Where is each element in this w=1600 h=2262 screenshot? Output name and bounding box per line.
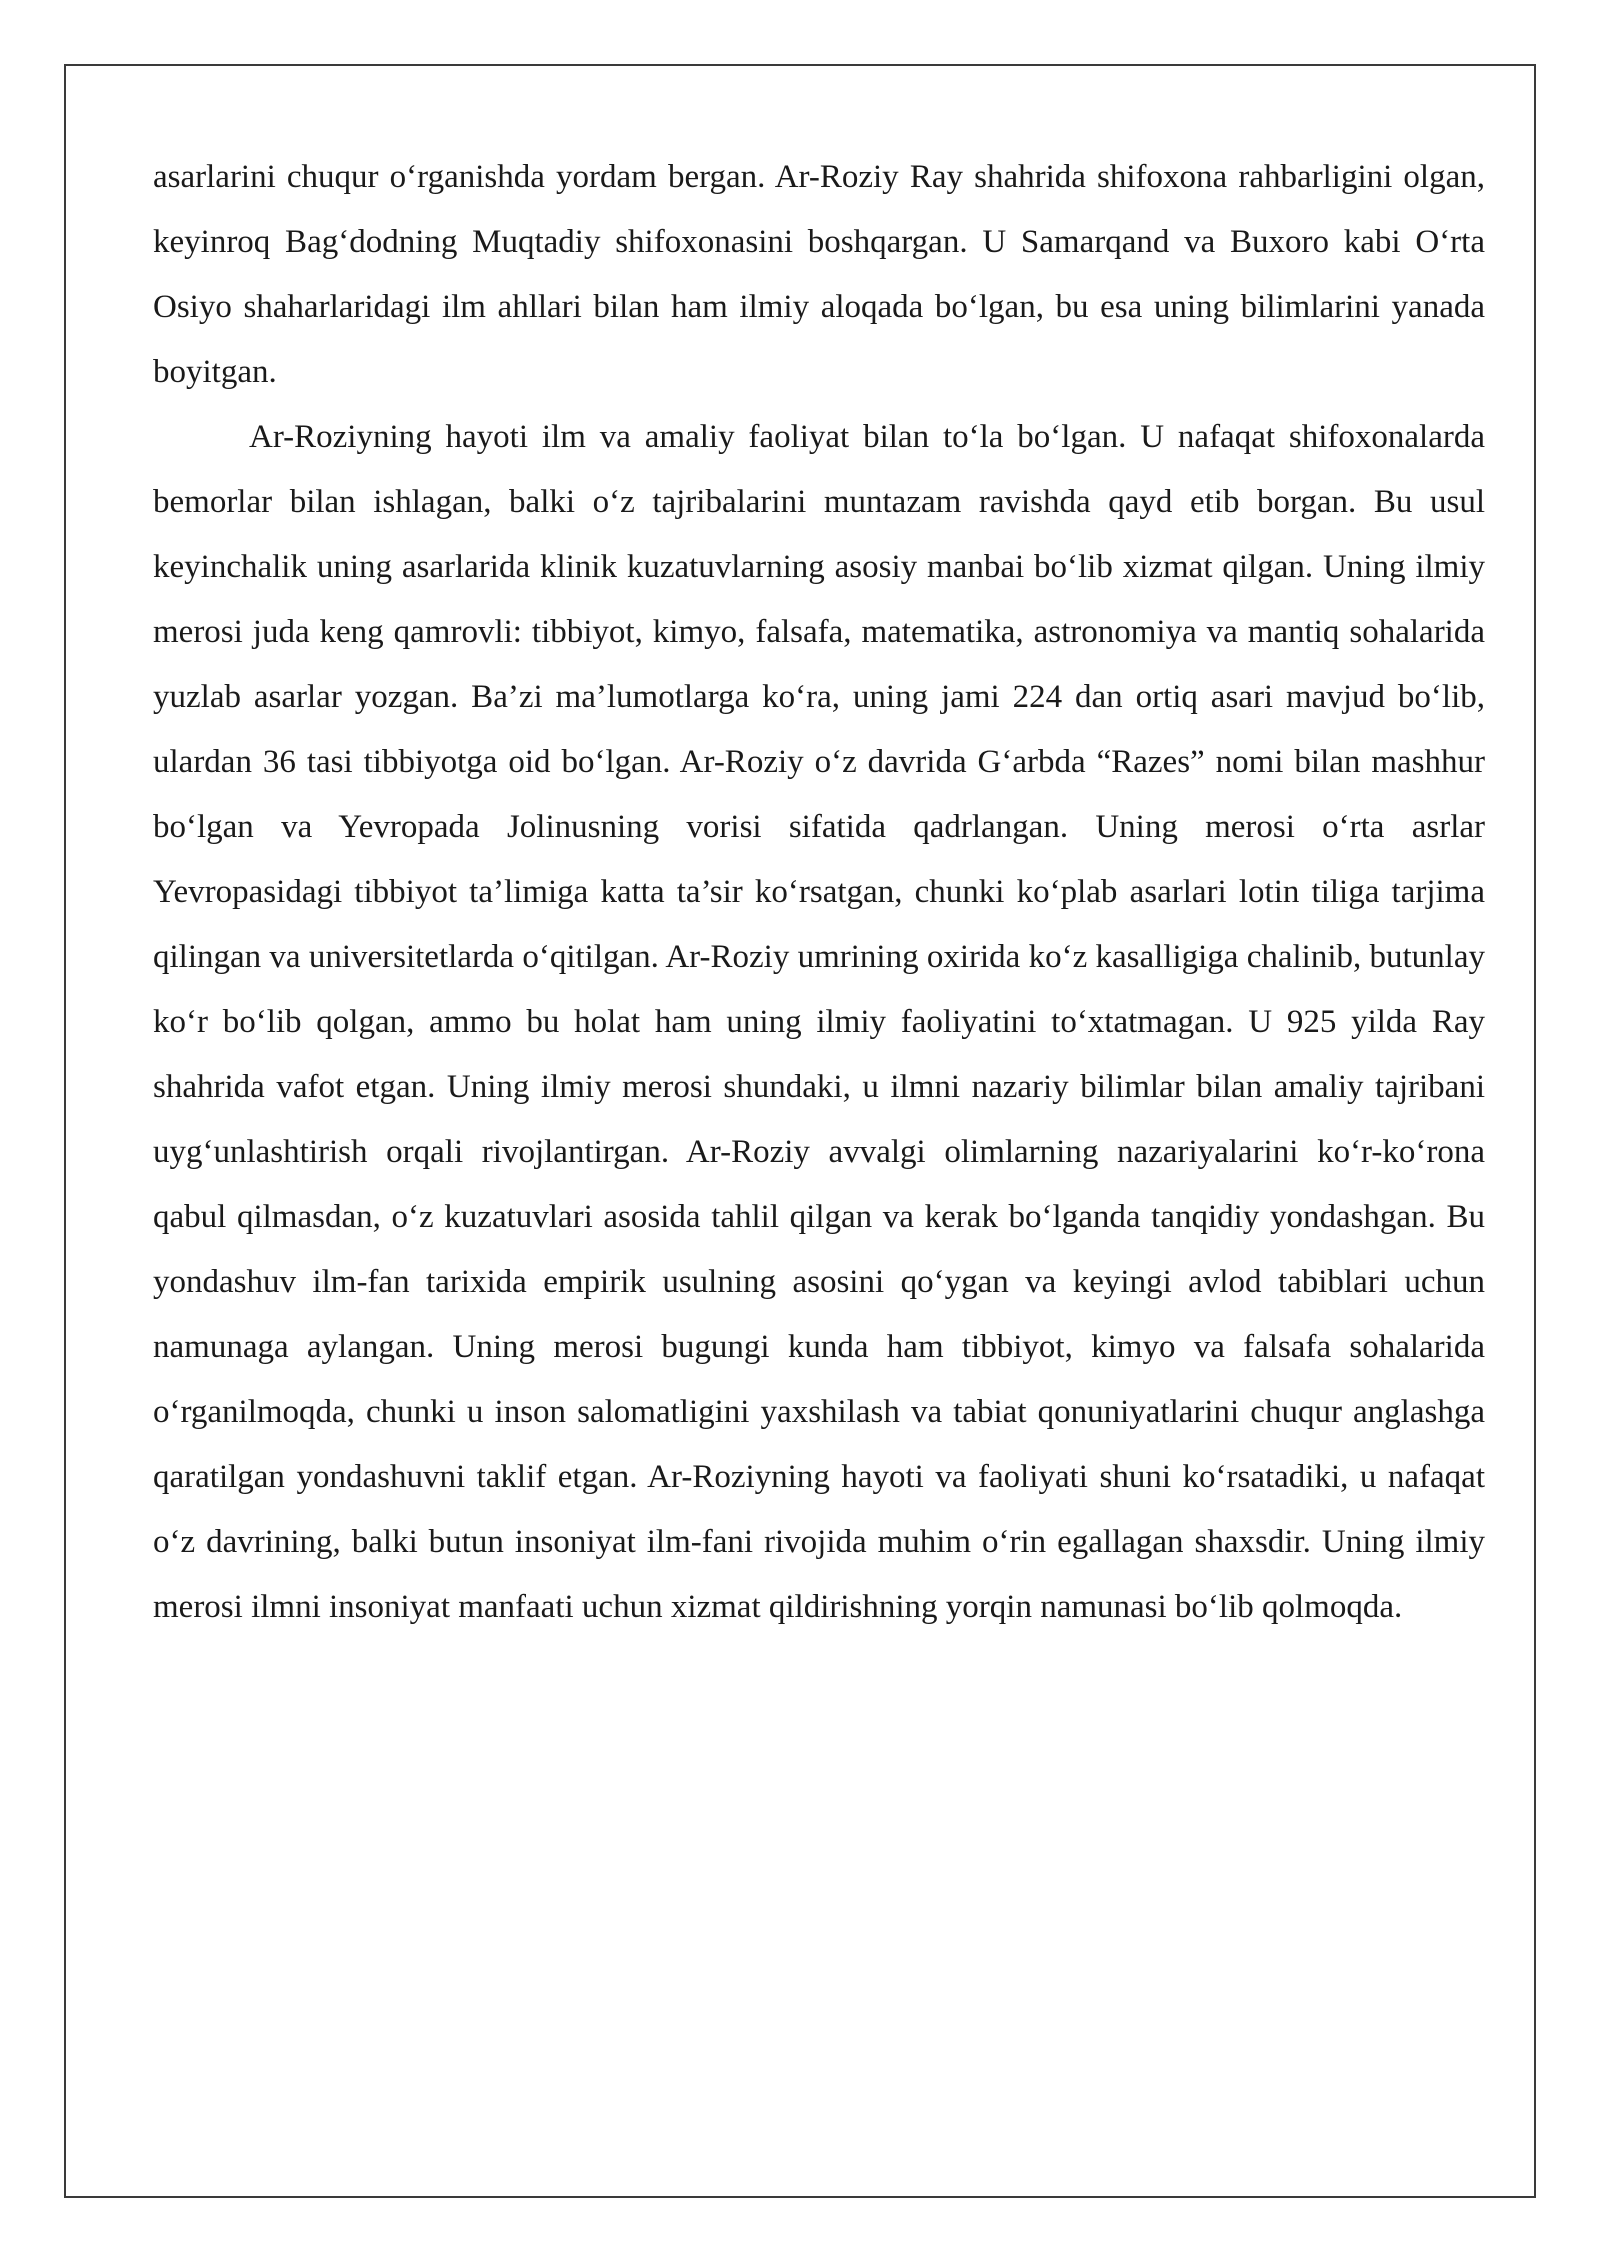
document-body bbox=[153, 145, 1485, 1640]
paragraph-ar-roziy-legacy: Ar-Roziyning hayoti ilm va amaliy faoliyat bilan to‘la bo‘lgan. U nafaqat shifoxonalarda bemorlar bilan ishlagan, balki o‘z tajribalarini muntazam ravishda qayd etib borgan. Bu usul keyinchalik uning asarlarida klinik kuzatuvlarning asosiy manbai bo‘lib xizmat qilgan. Uning ilmiy merosi juda keng qamrovli: tibbiyot, kimyo, falsafa, matematika, astronomiya va mantiq sohalarida yuzlab asarlar yozgan. Ba’zi ma’lumotlarga ko‘ra, uning jami 224 dan ortiq asari mavjud bo‘lib, ulardan 36 tasi tibbiyotga oid bo‘lgan. Ar-Roziy o‘z davrida G‘arbda “Razes” nomi bilan mashhur bo‘lgan va Yevropada Jolinusning vorisi sifatida qadrlangan. Uning merosi o‘rta asrlar Yevropasidagi tibbiyot ta’limiga katta ta’sir ko‘rsatgan, chunki ko‘plab asarlari lotin tiliga tarjima qilingan va universitetlarda o‘qitilgan. Ar-Roziy umrining oxirida ko‘z kasalligiga chalinib, butunlay ko‘r bo‘lib qolgan, ammo bu holat ham uning ilmiy faoliyatini to‘xtatmagan. U 925 yilda Ray shahrida vafot etgan. Uning ilmiy merosi shundaki, u ilmni nazariy bilimlar bilan amaliy tajribani uyg‘unlashtirish orqali rivojlantirgan. Ar-Roziy avvalgi olimlarning nazariyalarini ko‘r-ko‘rona qabul qilmasdan, o‘z kuzatuvlari asosida tahlil qilgan va kerak bo‘lganda tanqidiy yondashgan. Bu yondashuv ilm-fan tarixida empirik usulning asosini qo‘ygan va keyingi avlod tabiblari uchun namunaga aylangan. Uning merosi bugungi kunda ham tibbiyot, kimyo va falsafa sohalarida o‘rganilmoqda, chunki u inson salomatligini yaxshilash va tabiat qonuniyatlarini chuqur anglashga qaratilgan yondashuvni taklif etgan. Ar-Roziyning hayoti va faoliyati shuni ko‘rsatadiki, u nafaqat o‘z davrining, balki butun insoniyat ilm-fani rivojida muhim o‘rin egallagan shaxsdir. Uning ilmiy merosi ilmni insoniyat manfaati uchun xizmat qildirishning yorqin namunasi bo‘lib qolmoqda. bbox=[153, 419, 1485, 1625]
paragraph-continuation: asarlarini chuqur o‘rganishda yordam bergan. Ar-Roziy Ray shahrida shifoxona rahbarligini olgan, keyinroq Bag‘dodning Muqtadiy shifoxonasini boshqargan. U Samarqand va Buxoro kabi O‘rta Osiyo shaharlaridagi ilm ahllari bilan ham ilmiy aloqada bo‘lgan, bu esa uning bilimlarini yanada boyitgan. bbox=[153, 159, 1485, 390]
